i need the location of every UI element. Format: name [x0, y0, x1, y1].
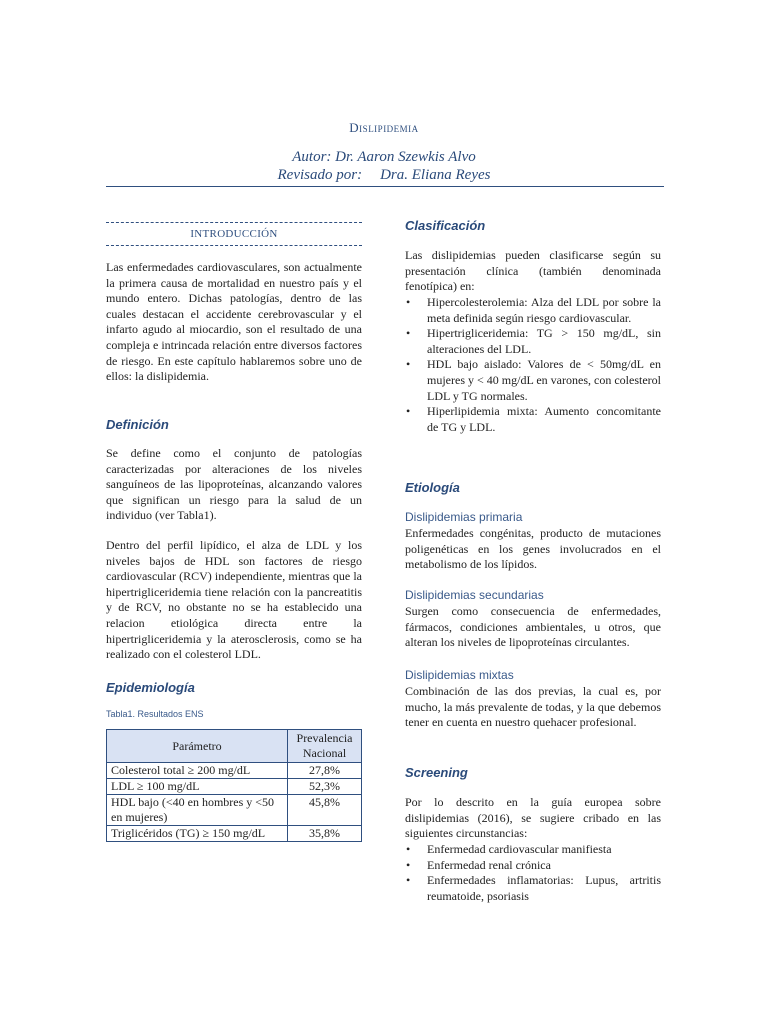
- document-title: Dislipidemia: [349, 120, 419, 135]
- author-line: Autor: Dr. Aaron Szewkis Alvo: [292, 149, 476, 165]
- mixed-paragraph: Combinación de las dos previas, la cual es, por mucho, la más prevalente de todas, y la que debemos tener en cuenta en nuestro quehacer profesional.: [405, 684, 661, 730]
- table-cell-value: 35,8%: [288, 826, 362, 842]
- screening-list: [405, 842, 661, 904]
- screening-heading: Screening: [405, 765, 468, 780]
- bullet-icon: •: [406, 842, 411, 856]
- secondary-subheading: Dislipidemias secundarias: [405, 588, 544, 602]
- intro-bottom-dash: [106, 245, 362, 246]
- primary-paragraph: Enfermedades congénitas, producto de mutaciones poligenéticas en los genes involucrados en el metabolismo de los lípidos.: [405, 526, 661, 572]
- intro-heading: INTRODUCCIÓN: [190, 228, 278, 240]
- table-cell-parameter: LDL ≥ 100 mg/dL: [107, 779, 288, 795]
- table-cell-parameter: HDL bajo (<40 en hombres y <50 en mujeres): [107, 795, 288, 826]
- reviewer-label: Revisado por:: [277, 167, 363, 183]
- table-header-parameter: Parámetro: [107, 730, 288, 763]
- table-header-row: [107, 730, 362, 763]
- list-item: [405, 404, 661, 435]
- table-row: [107, 795, 362, 826]
- ens-results-table: [106, 729, 362, 842]
- bullet-icon: •: [406, 404, 411, 419]
- classification-paragraph: Las dislipidemias pueden clasificarse según su presentación clínica (también denominada fenotípica) en:: [405, 248, 661, 294]
- primary-subheading: Dislipidemias primaria: [405, 510, 523, 524]
- header-divider: [106, 186, 664, 187]
- table-row: [107, 779, 362, 795]
- table-cell-value: 27,8%: [288, 763, 362, 779]
- table-cell-value: 52,3%: [288, 779, 362, 795]
- bullet-icon: •: [406, 326, 411, 341]
- list-item-text: Hiperlipidemia mixta: Aumento concomitante de TG y LDL.: [427, 404, 661, 434]
- table-row: [107, 826, 362, 842]
- list-item: [405, 873, 661, 904]
- reviewer-name: Dra. Eliana Reyes: [380, 167, 491, 183]
- table-header-prevalence: Prevalencia Nacional: [288, 730, 362, 763]
- table-cell-parameter: Triglicéridos (TG) ≥ 150 mg/dL: [107, 826, 288, 842]
- list-item: [405, 326, 661, 357]
- list-item-text: Hipertrigliceridemia: TG > 150 mg/dL, sin alteraciones del LDL.: [427, 326, 661, 356]
- list-item-text: HDL bajo aislado: Valores de < 50mg/dL en mujeres y < 40 mg/dL en varones, con colesterol LDL y TG normales.: [427, 357, 661, 403]
- table-row: [107, 763, 362, 779]
- bullet-icon: •: [406, 857, 411, 872]
- secondary-paragraph: Surgen como consecuencia de enfermedades, fármacos, condiciones ambientales, u otros, que alteran los niveles de lipoproteínas circulantes.: [405, 604, 661, 650]
- classification-heading: Clasificación: [405, 218, 486, 233]
- etiology-heading: Etiología: [405, 480, 460, 495]
- list-item: [405, 858, 661, 874]
- screening-paragraph: Por lo descrito en la guía europea sobre dislipidemias (2016), se sugiere cribado en las siguientes circunstancias:: [405, 795, 661, 841]
- definition-paragraph: Se define como el conjunto de patologías caracterizadas por alteraciones de los niveles sanguíneos de las lipoproteínas, alcanzando valores que significan un riesgo para la salud de un individuo (ver Tabla1).: [106, 446, 362, 523]
- table-cell-parameter: Colesterol total ≥ 200 mg/dL: [107, 763, 288, 779]
- list-item-text: Enfermedad cardiovascular manifiesta: [427, 842, 612, 856]
- list-item-text: Enfermedades inflamatorias: Lupus, artritis reumatoide, psoriasis: [427, 873, 661, 903]
- intro-top-dash: [106, 222, 362, 223]
- list-item: [405, 842, 661, 858]
- definition-heading: Definición: [106, 417, 169, 432]
- epidemiology-heading: Epidemiología: [106, 680, 195, 695]
- bullet-icon: •: [406, 295, 411, 309]
- list-item: [405, 357, 661, 404]
- definition-paragraph-2: Dentro del perfil lipídico, el alza de LDL y los niveles bajos de HDL son factores de riesgo cardiovascular (RCV) independiente, mientras que la hipertrigliceridemia tiene relación con la pancreatitis y de RCV, no obstante no se ha establecido una relacion etiológica directa entre la hipertrigliceridemia y la aterosclerosis, como se ha realizado con el colesterol LDL.: [106, 538, 362, 662]
- reviewer-line: [0, 167, 768, 184]
- table-caption: Tabla1. Resultados ENS: [106, 709, 204, 719]
- list-item: [405, 295, 661, 326]
- mixed-subheading: Dislipidemias mixtas: [405, 668, 514, 682]
- bullet-icon: •: [406, 357, 411, 372]
- intro-paragraph: Las enfermedades cardiovasculares, son actualmente la primera causa de mortalidad en nuestro país y el mundo entero. Dichas patologías, dentro de las cuales destacan el accidente cerebrovascular y el infarto agudo al miocardio, son el resultado de una compleja e intrincada relación entre diversos factores de riesgo. En este capítulo hablaremos sobre uno de ellos: la dislipidemia.: [106, 260, 362, 384]
- list-item-text: Hipercolesterolemia: Alza del LDL por sobre la meta definida según riesgo cardiovascular.: [427, 295, 661, 325]
- classification-list: [405, 295, 661, 435]
- bullet-icon: •: [406, 873, 411, 888]
- table-cell-value: 45,8%: [288, 795, 362, 826]
- list-item-text: Enfermedad renal crónica: [427, 857, 551, 872]
